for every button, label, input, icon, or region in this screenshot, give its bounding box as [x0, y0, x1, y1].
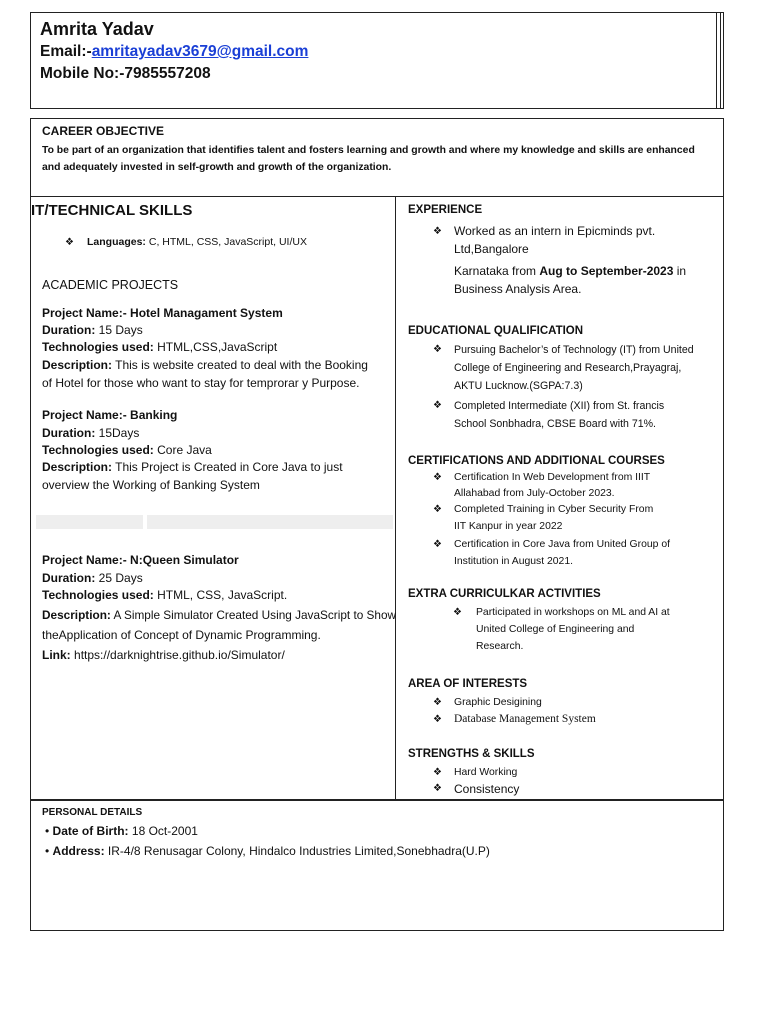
- skills-heading: IT/TECHNICAL SKILLS: [31, 202, 193, 219]
- certifications-heading: CERTIFICATIONS AND ADDITIONAL COURSES: [408, 455, 665, 467]
- extra-curricular-heading: EXTRA CURRICULKAR ACTIVITIES: [408, 588, 601, 600]
- diamond-bullet-icon: ❖: [433, 714, 442, 725]
- personal-details-section: [30, 800, 724, 931]
- extra-curricular-line: Participated in workshops on ML and AI at: [476, 607, 670, 618]
- certification-line: Completed Training in Cyber Security From: [454, 504, 654, 515]
- duration-value: 25 Days: [98, 571, 143, 585]
- personal-details-heading: PERSONAL DETAILS: [42, 807, 143, 818]
- experience-line: [454, 264, 686, 278]
- diamond-bullet-icon: ❖: [433, 226, 442, 237]
- extra-curricular-line: Research.: [476, 641, 524, 652]
- education-line: School Sonbhadra, CBSE Board with 71%.: [454, 418, 656, 430]
- diamond-bullet-icon: ❖: [433, 783, 442, 794]
- duration-value: 15Days: [98, 426, 140, 440]
- languages-label: Languages:: [87, 236, 146, 248]
- interests-heading: AREA OF INTERESTS: [408, 678, 528, 690]
- project-link-url[interactable]: https://darknightrise.github.io/Simulator/: [74, 648, 285, 662]
- email-label: Email:-: [40, 43, 92, 60]
- strength-item: Consistency: [454, 782, 520, 796]
- education-line: AKTU Lucknow.(SGPA:7.3): [454, 380, 583, 392]
- certification-line: Certification in Core Java from United Group of: [454, 539, 670, 550]
- diamond-bullet-icon: ❖: [433, 539, 442, 550]
- project-description: [42, 460, 343, 474]
- education-line: Completed Intermediate (XII) from St. francis: [454, 400, 665, 412]
- email-link[interactable]: amritayadav3679@gmail.com: [91, 43, 309, 60]
- duration-value: 15 Days: [98, 323, 143, 337]
- header-border-line: [716, 13, 717, 108]
- shaded-bar: [147, 515, 393, 529]
- diamond-bullet-icon: ❖: [433, 400, 442, 411]
- career-objective-section: [30, 118, 724, 197]
- tech-value: Core Java: [157, 443, 212, 457]
- shaded-bar: [36, 515, 143, 529]
- duration-label: Duration:: [42, 426, 96, 440]
- certification-line: Institution in August 2021.: [454, 556, 573, 567]
- experience-text: Karnataka from: [454, 264, 540, 278]
- dob-label: Date of Birth:: [52, 824, 129, 838]
- project-description-cont: of Hotel for those who want to stay for temprorar y Purpose.: [42, 376, 360, 390]
- project-duration: [42, 571, 143, 585]
- experience-line: Worked as an intern in Epicminds pvt.: [454, 224, 656, 238]
- address-value: IR-4/8 Renusagar Colony, Hindalco Industries Limited,Sonebhadra(U.P): [107, 844, 490, 858]
- education-line: Pursuing Bachelor’s of Technology (IT) from United: [454, 344, 694, 356]
- diamond-bullet-icon: ❖: [433, 504, 442, 515]
- career-objective-text: To be part of an organization that identifies talent and fosters learning and growth and where my knowledge and skills are enhanced and adequately invested in self-growth and growth of the organization.: [42, 145, 695, 173]
- email-line: [40, 43, 308, 61]
- dob-value: 18 Oct-2001: [131, 824, 198, 838]
- desc-label: Description:: [42, 608, 111, 622]
- experience-text: in: [673, 264, 687, 278]
- desc-value: This is website created to deal with the Booking: [115, 358, 368, 372]
- education-heading: EDUCATIONAL QUALIFICATION: [408, 325, 584, 337]
- languages-line: [87, 236, 307, 248]
- project-name: Project Name:- Hotel Managament System: [42, 306, 283, 320]
- diamond-bullet-icon: ❖: [65, 237, 74, 248]
- experience-heading: EXPERIENCE: [408, 204, 483, 216]
- header-section: [30, 12, 724, 109]
- project-name: Project Name:- N:Queen Simulator: [42, 553, 239, 567]
- link-label: Link:: [42, 648, 71, 662]
- project-link: [42, 648, 285, 662]
- address-label: Address:: [52, 844, 105, 858]
- diamond-bullet-icon: ❖: [433, 767, 442, 778]
- project-description-cont: theApplication of Concept of Dynamic Programming.: [42, 628, 321, 642]
- interest-item: Graphic Desigining: [454, 697, 542, 708]
- desc-value: This Project is Created in Core Java to just: [115, 460, 343, 474]
- main-section: [30, 196, 724, 800]
- languages-value: C, HTML, CSS, JavaScript, UI/UX: [148, 236, 307, 248]
- desc-value: A Simple Simulator Created Using JavaScript to Show: [113, 608, 397, 622]
- bullet-icon: •: [45, 844, 50, 858]
- bullet-icon: •: [45, 824, 50, 838]
- project-description: [42, 358, 368, 372]
- desc-label: Description:: [42, 460, 113, 474]
- education-line: College of Engineering and Research,Prayagraj,: [454, 362, 682, 374]
- project-name: Project Name:- Banking: [42, 408, 178, 422]
- projects-heading: ACADEMIC PROJECTS: [42, 278, 179, 292]
- date-of-birth-line: [45, 824, 198, 838]
- strength-item: Hard Working: [454, 767, 518, 778]
- certification-line: IIT Kanpur in year 2022: [454, 521, 563, 532]
- diamond-bullet-icon: ❖: [433, 697, 442, 708]
- project-technologies: [42, 588, 287, 602]
- certification-line: Certification In Web Development from IIIT: [454, 472, 651, 483]
- diamond-bullet-icon: ❖: [433, 472, 442, 483]
- interest-item: Database Management System: [454, 713, 596, 725]
- tech-label: Technologies used:: [42, 588, 154, 602]
- tech-label: Technologies used:: [42, 443, 154, 457]
- project-description-cont: overview the Working of Banking System: [42, 478, 260, 492]
- certification-line: Allahabad from July-October 2023.: [454, 488, 615, 499]
- tech-label: Technologies used:: [42, 340, 154, 354]
- extra-curricular-line: United College of Engineering and: [476, 624, 635, 635]
- tech-value: HTML, CSS, JavaScript.: [157, 588, 288, 602]
- desc-label: Description:: [42, 358, 113, 372]
- candidate-name: Amrita Yadav: [40, 19, 154, 39]
- project-technologies: [42, 443, 212, 457]
- project-duration: [42, 426, 139, 440]
- experience-line: Business Analysis Area.: [454, 282, 582, 296]
- experience-dates: Aug to September-2023: [539, 264, 674, 278]
- diamond-bullet-icon: ❖: [433, 344, 442, 355]
- project-duration: [42, 323, 143, 337]
- column-divider: [395, 197, 396, 799]
- strengths-heading: STRENGTHS & SKILLS: [408, 748, 535, 760]
- mobile-number: Mobile No:-7985557208: [40, 65, 211, 82]
- project-technologies: [42, 340, 277, 354]
- experience-line: Ltd,Bangalore: [454, 242, 529, 256]
- header-border-line: [720, 13, 721, 108]
- duration-label: Duration:: [42, 571, 96, 585]
- tech-value: HTML,CSS,JavaScript: [157, 340, 278, 354]
- career-objective-heading: CAREER OBJECTIVE: [42, 124, 165, 138]
- address-line: [45, 844, 490, 858]
- diamond-bullet-icon: ❖: [453, 607, 462, 618]
- duration-label: Duration:: [42, 323, 96, 337]
- project-description: [42, 608, 396, 622]
